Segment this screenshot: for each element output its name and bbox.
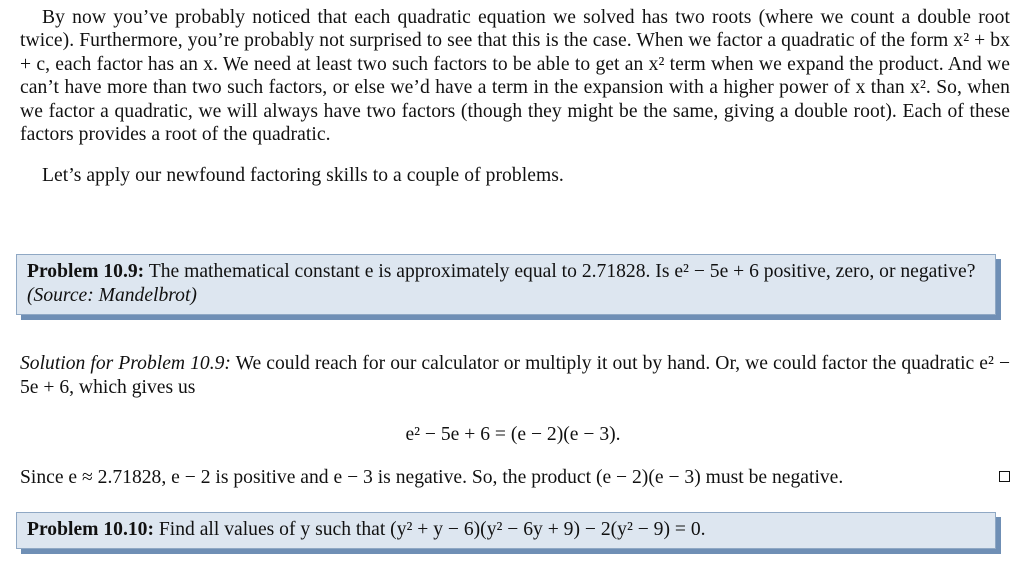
page-body: [20, 6, 1010, 188]
problem-10-10-box: [16, 512, 996, 549]
solution-10-9: [20, 352, 1010, 400]
conclusion-text: Since e ≈ 2.71828, e − 2 is positive and e − 3 is negative. So, the product (e − 2)(e − 3) must be negative.: [20, 467, 844, 488]
paragraph-intro: Let’s apply our newfound factoring skills to a couple of problems.: [42, 165, 564, 187]
problem-10-10-title: Problem 10.10:: [27, 519, 154, 540]
paragraph-roots-explanation: By now you’ve probably noticed that each quadratic equation we solved has two roots (where we count a double root twice). Furthermore, you’re probably not surprised to see that this is the case. When we factor a quadratic of the form x² + bx + c, each factor has an x. We need at least two such factors to be able to get an x² term when we expand the product. And we can’t have more than two such factors, or else we’d have a term in the expansion with a higher power of x than x². So, when we factor a quadratic, we will always have two factors (though they might be the same, giving a double root). Each of these factors provides a root of the quadratic.: [20, 7, 1010, 146]
problem-10-10-text: Find all values of y such that (y² + y − 6)(y² − 6y + 9) − 2(y² − 9) = 0.: [158, 519, 706, 540]
solution-10-9-label: Solution for Problem 10.9:: [20, 353, 231, 374]
qed-square-icon: [999, 471, 1010, 482]
problem-10-9-text: The mathematical constant e is approximately equal to 2.71828. Is e² − 5e + 6 positive, zero, or negative?: [148, 261, 976, 282]
problem-10-9-box: [16, 254, 996, 315]
problem-10-9-title: Problem 10.9:: [27, 261, 145, 282]
factored-equation: e² − 5e + 6 = (e − 2)(e − 3).: [405, 424, 621, 445]
problem-10-9-source: (Source: Mandelbrot): [27, 285, 197, 306]
solution-10-9-text: We could reach for our calculator or multiply it out by hand. Or, we could factor the quadratic e² − 5e + 6, which gives us: [20, 353, 1010, 398]
solution-10-9-conclusion: [20, 466, 1010, 490]
